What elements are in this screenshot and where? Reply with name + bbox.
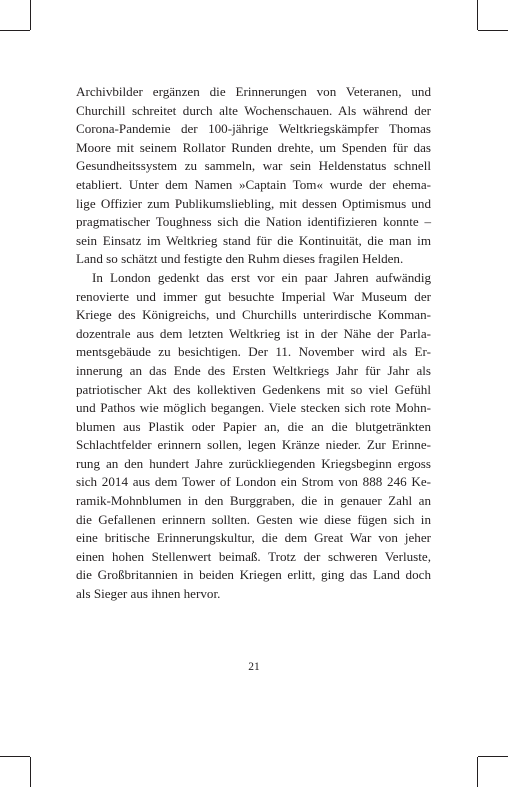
text-line: Moore mit seinem Rollator Runden drehte, um Spenden für das bbox=[76, 139, 431, 155]
crop-mark-top-left-vertical bbox=[30, 0, 31, 30]
text-line: mentsgebäude zu besichtigen. Der 11. November wird als Er- bbox=[76, 344, 431, 360]
text-line: lige Offizier zum Publikumsliebling, mit dessen Optimismus und bbox=[76, 195, 431, 211]
text-line: die Gefallenen erinnern sollten. Gesten wie diese fügen sich in bbox=[76, 511, 431, 527]
text-line: sich 2014 aus dem Tower of London ein Strom von 888 246 Ke- bbox=[76, 474, 431, 490]
text-line: dozentrale aus dem letzten Weltkrieg ist in der Nähe der Parla- bbox=[76, 325, 431, 341]
text-line: Churchill schreitet durch alte Wochenschauen. Als während der bbox=[76, 102, 431, 118]
text-line: innerung an das Ende des Ersten Weltkriegs Jahr für Jahr als bbox=[76, 362, 431, 378]
text-line: pragmatischer Toughness sich die Nation identifizieren konnte – bbox=[76, 214, 431, 230]
text-line: patriotischer Akt des kollektiven Gedenkens mit so viel Gefühl bbox=[76, 381, 431, 397]
text-line: renovierte und immer gut besuchte Imperial War Museum der bbox=[76, 288, 431, 304]
crop-mark-top-left-horizontal bbox=[0, 30, 30, 31]
text-line: In London gedenkt das erst vor ein paar Jahren aufwändig bbox=[92, 269, 431, 285]
text-line: die Großbritannien in beiden Kriegen erlitt, ging das Land doch bbox=[76, 567, 431, 583]
crop-mark-top-right-vertical bbox=[477, 0, 478, 30]
text-line: einen hohen Stellenwert beimaß. Trotz der schweren Verluste, bbox=[76, 548, 431, 564]
text-line: und Pathos wie möglich begangen. Viele stecken sich rote Mohn- bbox=[76, 400, 431, 416]
text-line: Kriege des Königreichs, und Churchills unterirdische Komman- bbox=[76, 307, 431, 323]
text-line: blumen aus Plastik oder Papier an, die an die blutgetränkten bbox=[76, 418, 431, 434]
text-line: Land so schätzt und festigte den Ruhm dieses fragilen Helden. bbox=[76, 251, 404, 267]
crop-mark-top-right-horizontal bbox=[478, 30, 508, 31]
text-line: Archivbilder ergänzen die Erinnerungen von Veteranen, und bbox=[76, 84, 431, 99]
text-line: Gesundheitssystem zu sammeln, war sein Heldenstatus schnell bbox=[76, 158, 431, 174]
crop-mark-bottom-right-vertical bbox=[477, 757, 478, 787]
crop-mark-bottom-left-vertical bbox=[30, 757, 31, 787]
text-line: Corona-Pandemie der 100-jährige Weltkriegskämpfer Thomas bbox=[76, 121, 431, 137]
text-line: sein Einsatz im Weltkrieg stand für die Kontinuität, die man im bbox=[76, 232, 431, 248]
paragraph-1 bbox=[76, 83, 431, 269]
page-number: 21 bbox=[248, 661, 260, 673]
crop-mark-bottom-left-horizontal bbox=[0, 756, 30, 757]
text-line: als Sieger aus ihnen hervor. bbox=[76, 586, 221, 602]
text-line: etabliert. Unter dem Namen »Captain Tom« wurde der ehema- bbox=[76, 176, 431, 192]
body-text bbox=[76, 83, 431, 604]
text-line: eine britische Erinnerungskultur, die dem Great War von jeher bbox=[76, 530, 431, 546]
text-line: ramik-Mohnblumen in den Burggraben, die in genauer Zahl an bbox=[76, 493, 431, 509]
crop-mark-bottom-right-horizontal bbox=[478, 756, 508, 757]
paragraph-2 bbox=[76, 269, 431, 604]
text-line: rung an den hundert Jahre zurückliegenden Kriegsbeginn ergoss bbox=[76, 455, 431, 471]
text-line: Schlachtfelder erinnern sollen, legen Kränze nieder. Zur Erinne- bbox=[76, 437, 431, 453]
